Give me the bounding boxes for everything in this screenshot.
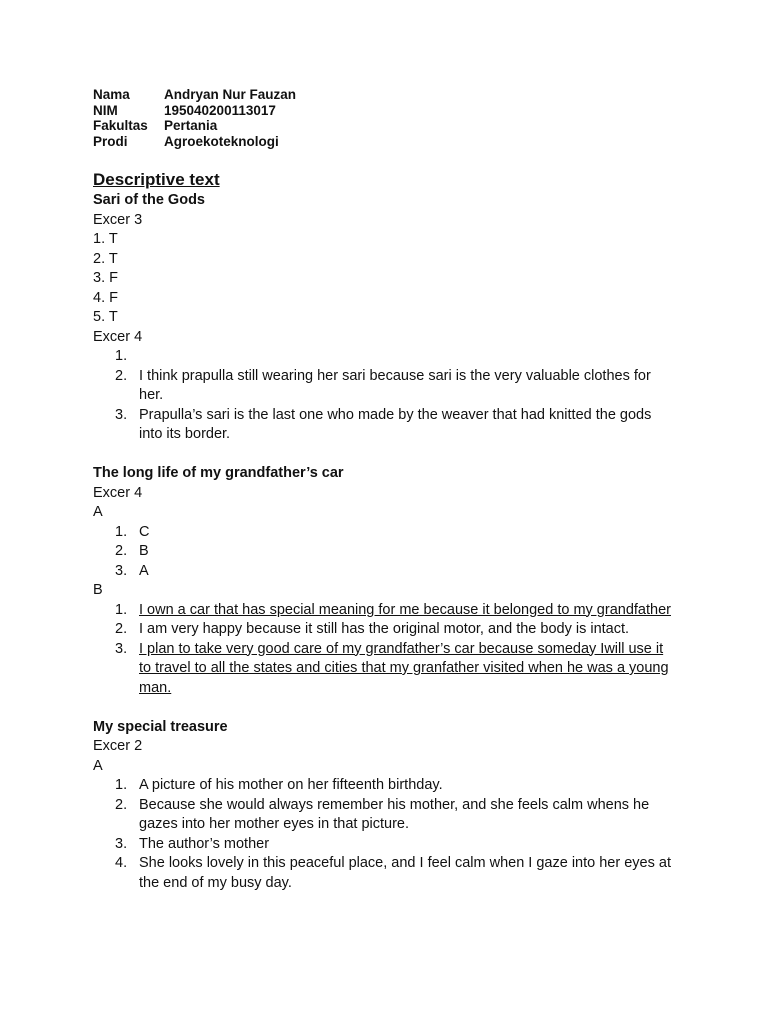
list-text: C [139,523,150,540]
list-text: B [139,543,149,559]
list-item [93,542,673,562]
part-label: A [93,504,103,520]
list-text: A picture of his mother on her fifteenth birthday. [139,777,443,793]
numbered-list [93,601,673,699]
list-item [93,406,673,445]
answer-line: 4. F [93,289,118,306]
exercise-label: Excer 3 [93,211,143,228]
info-value: 195040200113017 [164,102,276,118]
list-text [139,347,673,367]
list-item [93,523,673,543]
list-text: Prapulla’s sari is the last one who made by the weaver that had knitted the gods into its border. [139,406,652,442]
list-number: 3. [115,406,128,423]
list-item [93,347,673,367]
list-item [93,640,673,699]
info-row-prodi [93,134,673,150]
exercise-label: Excer 4 [93,328,143,345]
answer-line: 3. F [93,270,118,286]
info-key: Prodi [93,133,128,149]
list-text: The author’s mother [139,835,270,852]
list-item [93,367,673,406]
list-number: 4. [115,855,128,871]
list-item [93,601,673,621]
list-number: 1. [115,601,128,618]
list-number: 2. [115,796,128,813]
numbered-list [93,523,673,582]
list-item [93,796,673,835]
student-info [93,87,673,149]
info-row-nim [93,103,673,119]
answer-line: 1. T [93,231,118,247]
list-item [93,854,673,893]
list-number: 3. [115,640,128,657]
list-number: 2. [115,367,128,384]
info-row-nama [93,87,673,103]
list-text: Because she would always remember his mother, and she feels calm whens he gazes into her mother eyes in that picture. [139,796,650,832]
info-value: Agroekoteknologi [164,133,279,149]
info-key: Nama [93,87,130,102]
list-number: 1. [115,348,128,364]
info-value: Pertania [164,118,218,133]
list-text: She looks lovely in this peaceful place, and I feel calm when I gaze into her eyes at the end of my busy day. [139,855,671,891]
list-item [93,620,673,640]
info-key: Fakultas [93,118,148,133]
list-item [93,835,673,855]
answer-line: 2. T [93,250,118,267]
section-heading-grandfather-car: The long life of my grandfather’s car [93,465,344,481]
list-item [93,776,673,796]
list-item [93,562,673,582]
list-text-underlined: I own a car that has special meaning for me because it belonged to my grandfather [139,601,671,618]
list-number: 1. [115,777,128,793]
list-number: 1. [115,523,128,540]
exercise-label: Excer 2 [93,738,143,754]
document-title: Descriptive text [93,170,220,189]
section-heading-special-treasure: My special treasure [93,718,228,735]
part-label: B [93,582,103,598]
list-number: 3. [115,835,128,852]
list-number: 2. [115,621,128,637]
numbered-list [93,776,673,893]
answer-line: 5. T [93,309,118,325]
list-number: 2. [115,543,128,559]
section-heading-sari: Sari of the Gods [93,192,205,208]
numbered-list [93,347,673,445]
list-text-underlined: I plan to take very good care of my grandfather’s car because someday Iwill use it to travel to all the states and cities that my granfather visited when he was a young man. [139,640,669,696]
document-page [93,87,673,893]
list-text: I think prapulla still wearing her sari because sari is the very valuable clothes for her. [139,367,651,403]
list-number: 3. [115,562,128,579]
info-row-fakultas [93,118,673,134]
info-key: NIM [93,102,118,118]
list-text: A [139,562,149,579]
exercise-label: Excer 4 [93,484,143,501]
list-text: I am very happy because it still has the original motor, and the body is intact. [139,621,630,637]
info-value: Andryan Nur Fauzan [164,87,297,102]
part-label: A [93,757,103,774]
